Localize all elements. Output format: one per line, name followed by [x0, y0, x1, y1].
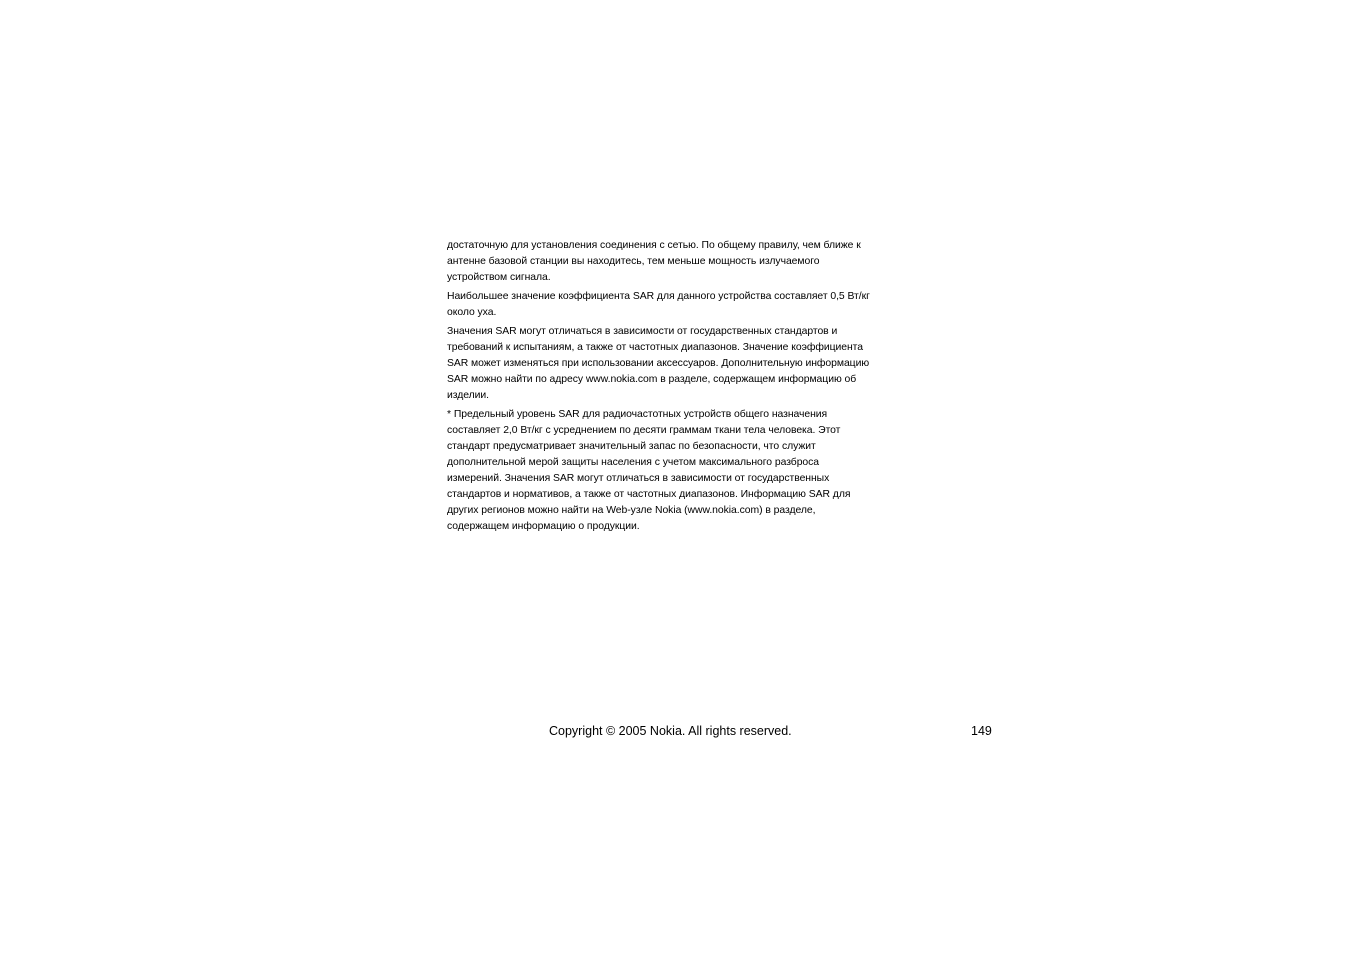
paragraph-sar-variation: Значения SAR могут отличаться в зависимости от государственных стандартов и требований к испытаниям, а также от частотных диапазонов. Значение коэффициента SAR может изменяться при использовании аксессуаров. Дополнительную информацию SAR можно найти по адресу www.nokia.com в разделе, содержащем информацию об изделии. [447, 326, 870, 401]
footer-copyright: Copyright © 2005 Nokia. All rights reserved. [549, 724, 792, 738]
paragraph-sar-footnote: * Предельный уровень SAR для радиочастотных устройств общего назначения составляет 2,0 Вт/кг с усреднением по десяти граммам ткани тела человека. Этот стандарт предусматривает значительный запас по безопасности, что служит дополнительной мерой защиты населения с учетом максимального разброса измерений. Значения SAR могут отличаться в зависимости от государственных стандартов и нормативов, а также от частотных диапазонов. Информацию SAR для других регионов можно найти на Web-узле Nokia (www.nokia.com) в разделе, содержащем информацию о продукции. [447, 409, 851, 532]
paragraph-signal-power: достаточную для установления соединения с сетью. По общему правилу, чем ближе к антенне базовой станции вы находитесь, тем меньше мощность излучаемого устройством сигнала. [447, 240, 861, 283]
paragraph-max-sar: Наибольшее значение коэффициента SAR для данного устройства составляет 0,5 Вт/кг около уха. [447, 291, 870, 318]
body-text [447, 238, 909, 538]
page-number: 149 [971, 724, 992, 738]
